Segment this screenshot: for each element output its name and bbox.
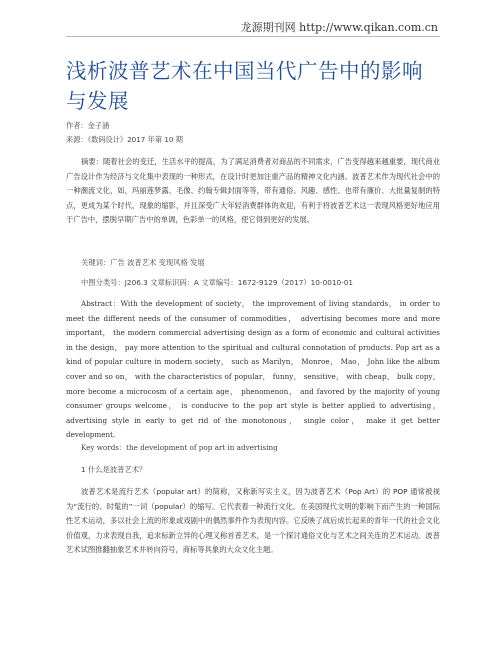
watermark: 龙源期刊网 http://www.qikan.com.cn bbox=[240, 21, 438, 34]
section-heading: 1 什么是波普艺术？ bbox=[81, 465, 147, 474]
abstract-cn: 摘要：随着社会的变迁，生活水平的提高，为了满足消费者对商品的不同需求，广告变得越来越重要，现代商业广告设计作为经济与文化集中表现的一种形式，在设计时更加注重产品的精神文化内涵。波普艺术作为现代社会中的一种潮流文化，如，玛丽莲梦露、毛像、约翰专辑封面等等，带有通俗、风趣、感性、也带有廉价、大批量复制的特点，更成为某个时代、现象的缩影，并且深受广大年轻消费群体的欢迎，有利于将波普艺术这一表现风格更好地应用于广告中，摆脱早期广告中的单调，色彩单一的风格，使它得到更好的发展。 bbox=[66, 157, 440, 225]
body-paragraph: 波普艺术是流行艺术（popular art）的简称，又称新写实主义，因为波普艺术（Pop Art）的 POP 通常被视为“流行的、时髦的”一词（popular）的缩写。它代表着一种流行文化。在美国现代文明的影响下而产生的一种国际性艺术运动，多以社会上流的形象或戏剧中的偶然事件作为表现内容。它反映了战后成长起来的青年一代的社会文化价值观，力求表现自我，追求标新立异的心理又称首普艺术，是一个探讨通俗文化与艺术之间关连的艺术运动。波普艺术试图推翻抽象艺术并转向符号，商标等具象的大众文化主题。 bbox=[66, 487, 440, 555]
author-line: 作者：金子涵 bbox=[66, 121, 110, 130]
source-line: 来源：《数码设计》2017 年第 10 期 bbox=[66, 135, 183, 144]
abstract-en: Abstract：With the development of society， the improvement of living standards， in order to meet the different needs of the consumer of commodities， advertising becomes more and more important， the modern commercial advertising design as a form of economic and cultural activities in the design， pay more attention to the spiritual and cultural connotation of products. Pop art as a kind of popular culture in modern society， such as Marilyn， Monroe， Mao， John like the album cover and so on， with the characteristics of popular， funny， sensitive， with cheap， bulk copy， more become a microcosm of a certain age， phenomenon， and favored by the majority of young consumer groups welcome， is conducive to the pop art style is better applied to advertising， advertising style in early to get rid of the monotonous， single color， make it get better development. bbox=[66, 299, 440, 440]
keywords-en: Key words：the development of pop art in advertising bbox=[81, 443, 278, 452]
header-rule bbox=[66, 36, 440, 37]
classification-line: 中图分类号：J206.3 文章标识码：A 文章编号：1672-9129（2017）10-0010-01 bbox=[81, 278, 354, 287]
keywords-cn: 关键词：广告 波普艺术 变现风格 发展 bbox=[81, 258, 205, 267]
article-title: 浅析波普艺术在中国当代广告中的影响与发展 bbox=[66, 59, 423, 113]
